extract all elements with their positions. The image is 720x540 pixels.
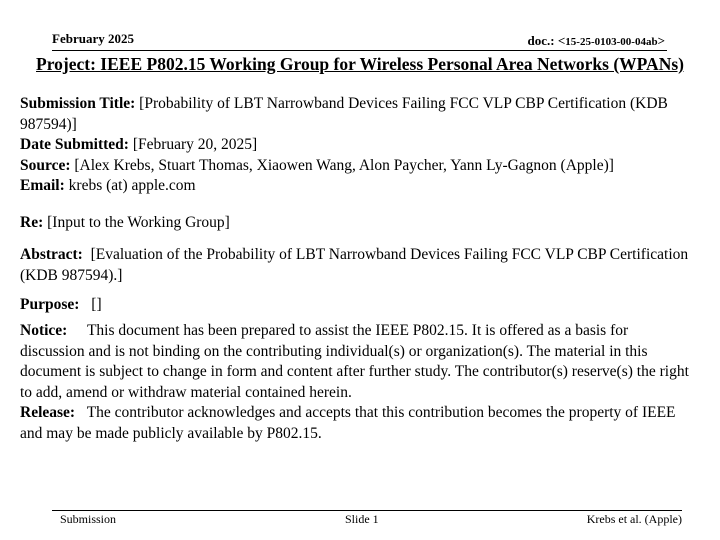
footer-slide-number: Slide 1	[345, 512, 379, 526]
source-label: Source:	[20, 156, 71, 174]
email-line	[20, 176, 692, 197]
abstract-label: Abstract:	[20, 246, 83, 263]
abstract-value: [Evaluation of the Probability of LBT Narrowband Devices Failing FCC VLP CBP Certification (KDB 987594).]	[20, 246, 689, 284]
header-date: February 2025	[52, 31, 134, 46]
submission-title-value: [Probability of LBT Narrowband Devices Failing FCC VLP CBP Certification (KDB 987594)]	[20, 95, 668, 133]
notice-text: This document has been prepared to assist the IEEE P802.15. It is offered as a basis for discussion and is not binding on the contributing individual(s) or organization(s). The material in this document is subject to change in form and content after further study. The contributor(s) reserve(s) the right to add, amend or withdraw material contained herein.	[20, 322, 689, 401]
email-value: krebs (at) apple.com	[68, 177, 196, 194]
date-submitted-label: Date Submitted:	[20, 136, 129, 153]
submission-info-block	[20, 94, 692, 197]
purpose-line	[20, 295, 692, 316]
purpose-value: []	[91, 296, 102, 313]
abstract-paragraph	[20, 245, 692, 286]
notice-label: Notice:	[20, 322, 68, 339]
re-label: Re:	[20, 214, 44, 231]
source-line	[20, 156, 692, 177]
doc-number: 15-25-0103-00-04ab	[565, 36, 658, 48]
header-doc-id	[528, 33, 665, 49]
release-text: The contributor acknowledges and accepts that this contribution becomes the property of IEEE and may be made publicly available by P802.15.	[20, 404, 676, 442]
doc-prefix: doc.: <	[527, 33, 566, 48]
notice-paragraph	[20, 321, 692, 403]
source-value: [Alex Krebs, Stuart Thomas, Xiaowen Wang, Alon Paycher, Yann Ly-Gagnon (Apple)]	[74, 156, 614, 174]
re-line	[20, 213, 692, 234]
submission-title-line	[20, 94, 692, 135]
project-title: Project: IEEE P802.15 Working Group for Wireless Personal Area Networks (WPANs)	[36, 54, 684, 74]
re-value: [Input to the Working Group]	[47, 214, 230, 231]
email-label: Email:	[20, 177, 65, 194]
notice-release-block	[20, 321, 692, 444]
footer-divider	[52, 510, 682, 511]
date-submitted-line	[20, 135, 692, 156]
footer-submission: Submission	[60, 512, 117, 526]
submission-title-label: Submission Title:	[20, 95, 136, 112]
purpose-label: Purpose:	[20, 296, 80, 313]
release-label: Release:	[20, 404, 76, 421]
footer-author: Krebs et al. (Apple)	[586, 512, 682, 526]
doc-suffix: >	[657, 33, 665, 48]
release-paragraph	[20, 403, 692, 444]
date-submitted-value: [February 20, 2025]	[132, 136, 258, 153]
header-divider	[52, 50, 667, 51]
